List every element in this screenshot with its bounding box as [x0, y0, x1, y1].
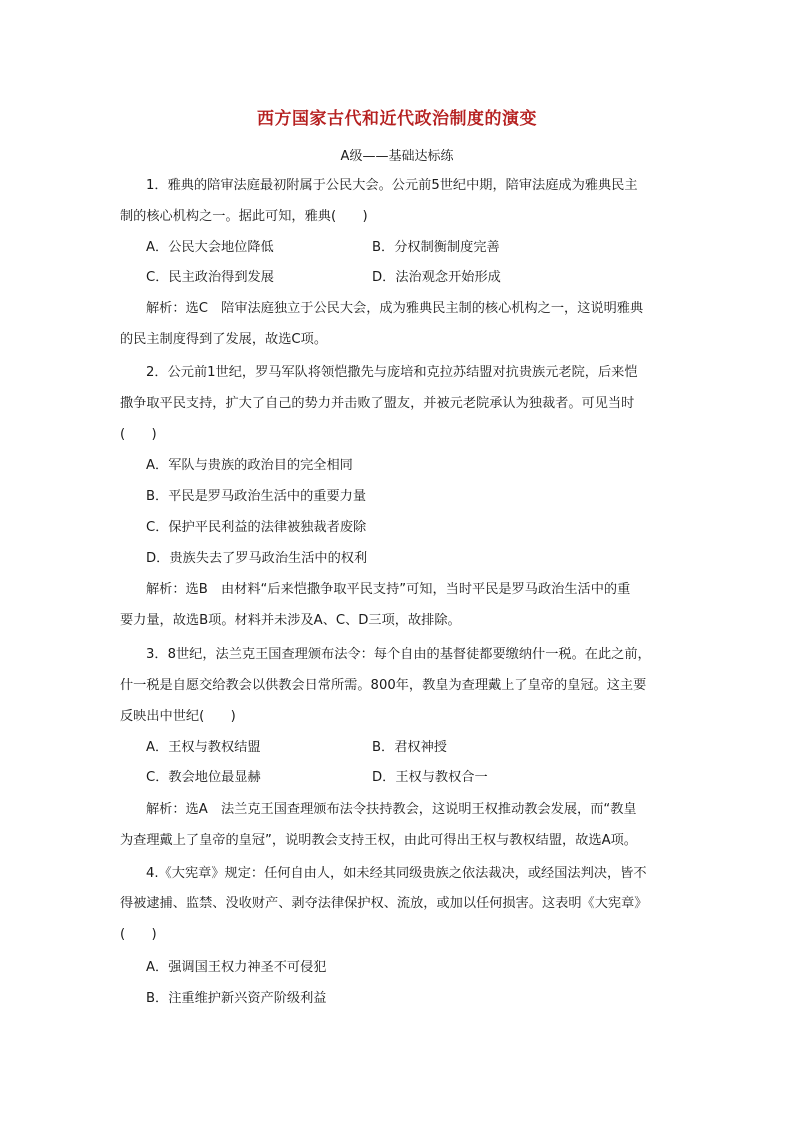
q3-stem-line1: 3．8世纪，法兰克王国查理颁布法令：每个自由的基督徒都要缴纳什一税。在此之前，: [146, 647, 651, 662]
q4-stem-line2: 得被逮捕、监禁、没收财产、剥夺法律保护权、流放，或加以任何损害。这表明《大宪章》: [120, 896, 648, 911]
q3-stem-line2: 什一税是自愿交给教会以供教会日常所需。800年，教皇为查理戴上了皇帝的皇冠。这主要: [120, 678, 647, 693]
q3-option-d: D．王权与教权合一: [372, 770, 488, 785]
q2-stem-line2: 撒争取平民支持，扩大了自己的势力并击败了盟友，并被元老院承认为独裁者。可见当时: [120, 396, 635, 411]
q4-option-a: A．强调国王权力神圣不可侵犯: [146, 960, 327, 975]
q2-analysis-line1: 解析：选B 由材料“后来恺撒争取平民支持”可知，当时平民是罗马政治生活中的重: [146, 582, 631, 597]
q4-stem-line3: ( ): [120, 927, 157, 942]
q3-analysis-line1: 解析：选A 法兰克王国查理颁布法令扶持教会，这说明王权推动教会发展，而“教皇: [146, 802, 637, 817]
q1-option-d: D．法治观念开始形成: [372, 270, 501, 285]
q2-option-c: C．保护平民利益的法律被独裁者废除: [146, 520, 367, 535]
q1-analysis-line1: 解析：选C 陪审法庭独立于公民大会，成为雅典民主制的核心机构之一，这说明雅典: [146, 301, 644, 316]
q4-stem-line1: 4.《大宪章》规定：任何自由人，如未经其同级贵族之依法裁决，或经国法判决，皆不: [146, 866, 647, 881]
q2-stem-line3: ( ): [120, 427, 157, 442]
q3-option-c: C．教会地位最显赫: [146, 770, 261, 785]
q3-stem-line3: 反映出中世纪( ): [120, 709, 236, 724]
q2-stem-line1: 2．公元前1世纪，罗马军队将领恺撒先与庞培和克拉苏结盟对抗贵族元老院，后来恺: [146, 365, 638, 380]
q1-option-b: B．分权制衡制度完善: [372, 240, 500, 255]
q3-analysis-line2: 为查理戴上了皇帝的皇冠”，说明教会支持王权，由此可得出王权与教权结盟，故选A项。: [120, 833, 637, 848]
q4-option-b: B．注重维护新兴资产阶级利益: [146, 991, 327, 1006]
q1-analysis-line2: 的民主制度得到了发展，故选C项。: [120, 332, 328, 347]
q2-option-b: B．平民是罗马政治生活中的重要力量: [146, 489, 367, 504]
q1-stem-line1: 1．雅典的陪审法庭最初附属于公民大会。公元前5世纪中期，陪审法庭成为雅典民主: [146, 178, 638, 193]
q2-analysis-line2: 要力量，故选B项。材料并未涉及A、C、D三项，故排除。: [120, 613, 461, 628]
q2-option-a: A．军队与贵族的政治目的完全相同: [146, 458, 353, 473]
q3-option-a: A．王权与教权结盟: [146, 740, 261, 755]
section-subtitle: A级——基础达标练: [340, 149, 454, 164]
q1-stem-line2: 制的核心机构之一。据此可知，雅典( ): [120, 209, 368, 224]
q2-option-d: D．贵族失去了罗马政治生活中的权利: [146, 551, 368, 566]
q1-option-c: C．民主政治得到发展: [146, 270, 274, 285]
document-title: 西方国家古代和近代政治制度的演变: [257, 109, 537, 129]
q1-option-a: A．公民大会地位降低: [146, 240, 274, 255]
q3-option-b: B．君权神授: [372, 740, 447, 755]
